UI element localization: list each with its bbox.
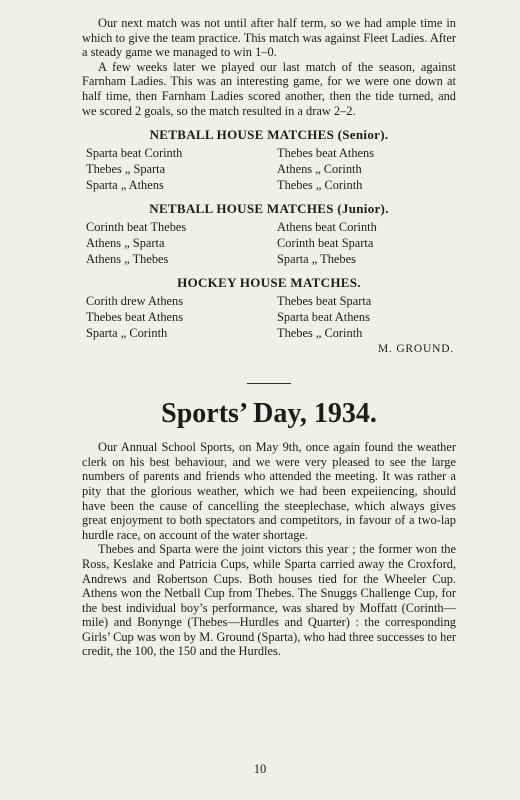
page-number: 10 [253, 762, 267, 776]
result-left: Thebes beat Athens [86, 310, 184, 325]
result-row [82, 177, 456, 193]
result-row [82, 251, 456, 267]
result-left: Sparta „ Athens [86, 178, 164, 193]
result-left: Corith drew Athens [86, 294, 184, 309]
result-left: Athens „ Thebes [86, 252, 169, 267]
result-left: Athens „ Sparta [86, 236, 165, 251]
result-left: Sparta beat Corinth [86, 146, 183, 161]
paragraph-farnham-match: A few weeks later we played our last match of the season, against Farnham Ladies. This was an interesting game, for we were one down at half time, then Farnham Ladies scored another, then the tide turned, and we scored 2 goals, so the match resulted in a draw 2–2. [82, 59, 456, 118]
netball-junior-section [82, 201, 456, 267]
netball-senior-section [82, 127, 456, 193]
hockey-results [82, 293, 456, 341]
result-right: Sparta „ Thebes [277, 252, 356, 267]
result-right: Thebes beat Athens [277, 146, 375, 161]
result-row [82, 309, 456, 325]
result-row [82, 219, 456, 235]
paragraph-fleet-match: Our next match was not until after half term, so we had ample time in which to give the team practice. This match was against Fleet Ladies. After a steady game we managed to win 1–0. [82, 16, 456, 60]
section-divider [247, 383, 291, 384]
result-row [82, 235, 456, 251]
result-right: Thebes „ Corinth [277, 178, 363, 193]
result-left: Corinth beat Thebes [86, 220, 187, 235]
result-row [82, 293, 456, 309]
netball-senior-results [82, 145, 456, 193]
paragraph-cup-results: Thebes and Sparta were the joint victors this year ; the former won the Ross, Keslake and Patricia Cups, while Sparta carried away the Croxford, Andrews and Robertson Cups. Both houses tied for the Wheeler Cup. Athens won the Netball Cup from Thebes. The Snuggs Challenge Cup, for the best individual boy’s performance, was shared by Moffatt (Corinth—mile) and Bonynge (Thebes—Hurdles and Quarter) : the corresponding Girls’ Cup was won by M. Ground (Sparta), who had three successes to her credit, the 100, the 150 and the Hurdles. [82, 542, 456, 659]
result-right: Corinth beat Sparta [277, 236, 374, 251]
result-row [82, 325, 456, 341]
netball-junior-title: NETBALL HOUSE MATCHES (Junior). [149, 201, 389, 217]
result-left: Sparta „ Corinth [86, 326, 168, 341]
result-right: Thebes „ Corinth [277, 326, 363, 341]
paragraph-annual-sports: Our Annual School Sports, on May 9th, once again found the weather clerk on his best behaviour, and we were very pleased to see the large numbers of parents and friends who attended the meeting. It was rather a pity that the glorious weather, which we had been expeiiencing, should have been the cause of cancelling the steeplechase, which always gives great enjoyment to both spectators and competitors, in favour of a two-lap hurdle race, on account of the water shortage. [82, 440, 456, 542]
result-right: Athens „ Corinth [277, 162, 362, 177]
result-right: Athens beat Corinth [277, 220, 377, 235]
sports-day-title: Sports’ Day, 1934. [161, 398, 377, 430]
result-left: Thebes „ Sparta [86, 162, 166, 177]
hockey-title: HOCKEY HOUSE MATCHES. [177, 275, 361, 291]
author-signature: M. GROUND. [377, 343, 454, 356]
netball-junior-results [82, 219, 456, 267]
result-row [82, 145, 456, 161]
hockey-section [82, 275, 456, 357]
netball-senior-title: NETBALL HOUSE MATCHES (Senior). [149, 127, 389, 143]
result-row [82, 161, 456, 177]
result-right: Sparta beat Athens [277, 310, 370, 325]
result-right: Thebes beat Sparta [277, 294, 372, 309]
